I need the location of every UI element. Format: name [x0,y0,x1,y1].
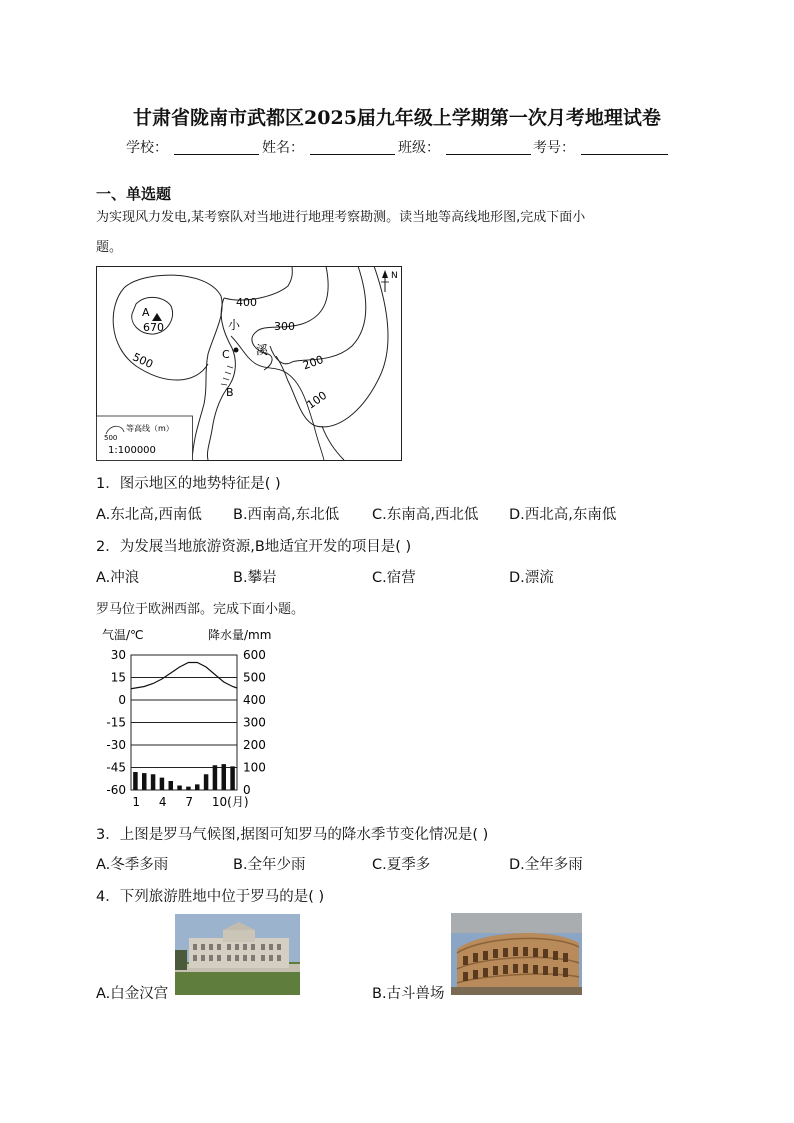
q3-option-c[interactable]: C.夏季多 [372,857,431,873]
precip-bar [204,774,209,790]
contour-map [96,266,402,461]
q2-option-d[interactable]: D.漂流 [509,570,554,586]
precip-tick-label: 200 [243,738,266,752]
q1-option-b[interactable]: B.西南高,东北低 [233,507,340,523]
q3-option-a[interactable]: A.冬季多雨 [96,857,169,873]
q4-option-b[interactable]: B.古斗兽场 [372,986,445,1002]
temp-tick-label: -45 [106,760,126,775]
school-label: 学校： [126,140,168,156]
precip-tick-label: 400 [243,693,266,707]
x-tick-label: 7 [185,795,194,809]
name-label: 姓名： [262,140,304,156]
river-char-2: 溪 [256,343,269,357]
intro1-line2: 题。 [96,240,123,255]
precip-bar [133,772,138,790]
q2-stem: 2．为发展当地旅游资源,B地适宜开发的项目是( ) [96,539,412,555]
precip-bar [230,766,235,790]
legend-label: 等高线（m） [126,424,174,433]
label-500: 500 [130,350,156,372]
peak-value: 670 [143,321,164,334]
q1-option-d[interactable]: D.西北高,东南低 [509,507,617,523]
temp-tick-label: 0 [118,693,126,707]
intro2: 罗马位于欧洲西部。完成下面小题。 [96,602,305,617]
label-100: 100 [304,388,330,412]
precip-bar [195,784,200,790]
left-axis-label: 气温/℃ [102,628,144,642]
right-axis-label: 降水量/mm [208,628,272,642]
x-tick-label: 1 [132,795,141,809]
north-label: N [391,271,398,281]
point-c-label: C [222,348,230,361]
temp-tick-label: -60 [106,783,126,797]
q1-option-c[interactable]: C.东南高,西北低 [372,507,479,523]
q2-option-c[interactable]: C.宿营 [372,570,416,586]
temp-tick-label: -30 [106,738,126,752]
precip-bar [160,778,165,790]
point-b-label: B [226,386,234,399]
class-label: 班级： [398,140,440,156]
peak-label: A [142,306,150,319]
section-title: 一、单选题 [96,185,172,203]
temp-tick-label: 30 [110,648,126,662]
page-title: 甘肃省陇南市武都区2025届九年级上学期第一次月考地理试卷 [133,107,661,129]
class-blank[interactable] [446,139,531,155]
q4-option-a[interactable]: A.白金汉宫 [96,986,169,1002]
precip-bar [169,781,174,790]
q4-stem: 4．下列旅游胜地中位于罗马的是( ) [96,889,325,905]
q3-option-b[interactable]: B.全年少雨 [233,857,306,873]
river-char-1: 小 [228,318,241,332]
temperature-line [131,663,237,689]
q3-option-d[interactable]: D.全年多雨 [509,857,583,873]
point-c-dot [234,348,239,353]
x-tick-label: 10(月) [211,795,249,809]
q3-stem: 3．上图是罗马气候图,据图可知罗马的降水季节变化情况是( ) [96,827,489,843]
label-400: 400 [236,296,257,309]
climate-chart [96,624,296,814]
buckingham-palace-photo[interactable] [175,914,300,995]
label-300: 300 [274,320,295,333]
precip-bar [151,774,156,790]
precip-bar [222,764,227,790]
temp-tick-label: 15 [110,670,126,685]
q1-stem: 1．图示地区的地势特征是( ) [96,476,281,492]
school-blank[interactable] [174,139,259,155]
intro1-line1: 为实现风力发电,某考察队对当地进行地理考察勘测。读当地等高线地形图,完成下面小 [96,210,586,225]
map-scale: 1:100000 [108,445,156,456]
label-200: 200 [301,352,326,373]
legend-value: 500 [104,434,118,442]
x-tick-label: 4 [158,795,167,809]
precip-tick-label: 600 [243,648,266,662]
precip-bar [142,773,147,790]
colosseum-photo[interactable] [451,913,582,995]
precip-bar [213,765,218,790]
number-label: 考号： [533,140,575,156]
q2-option-b[interactable]: B.攀岩 [233,570,277,586]
precip-tick-label: 500 [243,670,266,685]
precip-tick-label: 100 [243,760,266,775]
precip-bar [186,787,191,790]
precip-tick-label: 300 [243,715,266,730]
q2-option-a[interactable]: A.冲浪 [96,570,140,586]
name-blank[interactable] [310,139,395,155]
q1-option-a[interactable]: A.东北高,西南低 [96,507,202,523]
precip-bar [177,786,182,791]
number-blank[interactable] [581,139,668,155]
temp-tick-label: -15 [106,715,126,730]
precip-tick-label: 0 [243,783,251,797]
